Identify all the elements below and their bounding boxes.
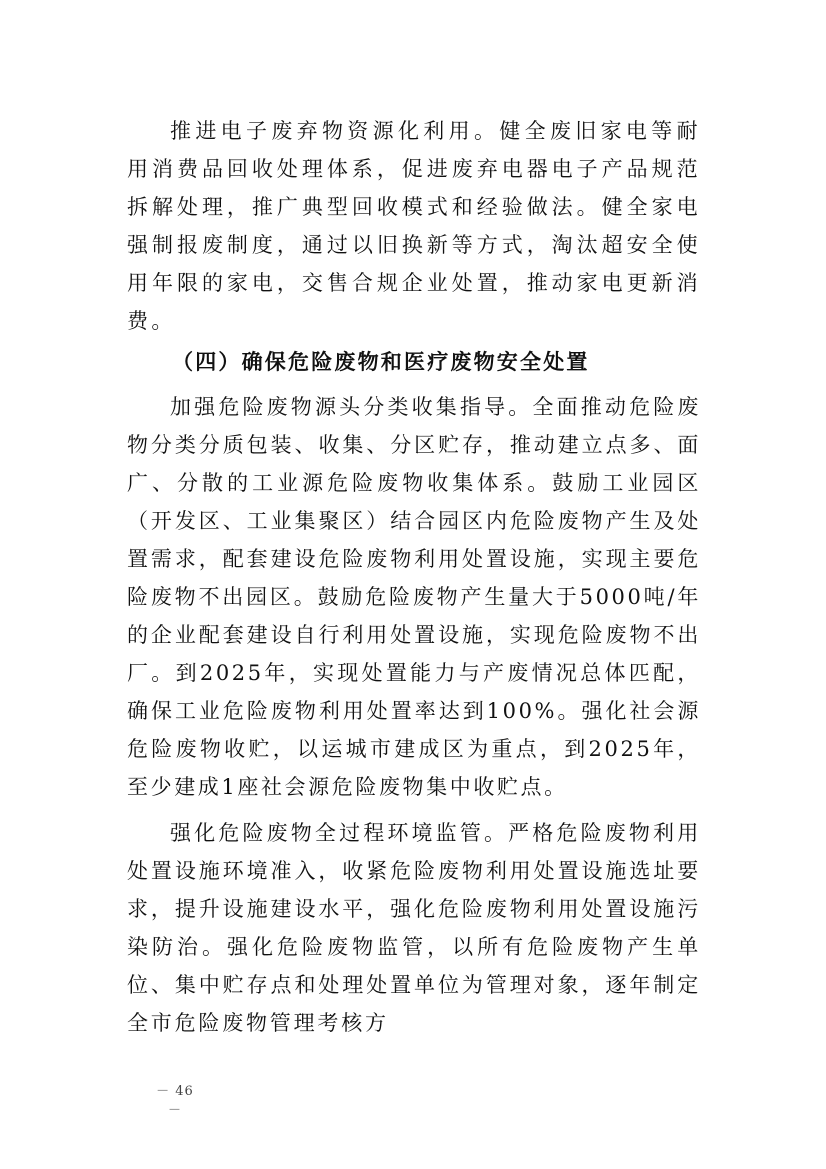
- paragraph-hazardous-waste-collection: 加强危险废物源头分类收集指导。全面推动危险废物分类分质包装、收集、分区贮存，推动建立点多、面广、分散的工业源危险废物收集体系。鼓励工业园区（开发区、工业集聚区）结合园区内危险废物产生及处置需求，配套建设危险废物利用处置设施，实现主要危险废物不出园区。鼓励危险废物产生量大于5000吨/年的企业配套建设自行利用处置设施，实现危险废物不出厂。到2025年，实现处置能力与产废情况总体匹配，确保工业危险废物利用处置率达到100%。强化社会源危险废物收贮，以运城市建成区为重点，到2025年，至少建成1座社会源危险废物集中收贮点。: [127, 395, 701, 799]
- section-heading: （四）确保危险废物和医疗废物安全处置: [172, 349, 590, 374]
- paragraph-e-waste-recycling: 推进电子废弃物资源化利用。健全废旧家电等耐用消费品回收处理体系，促进废弃电器电子产品规范拆解处理，推广典型回收模式和经验做法。健全家电强制报废制度，通过以旧换新等方式，淘汰超安全使用年限的家电，交售合规企业处置，推动家电更新消费。: [127, 119, 701, 333]
- paragraph-hazardous-waste-supervision: 强化危险废物全过程环境监管。严格危险废物利用处置设施环境准入，收紧危险废物利用处置设施选址要求，提升设施建设水平，强化危险废物利用处置设施污染防治。强化危险废物监管，以所有危险废物产生单位、集中贮存点和处理处置单位为管理对象，逐年制定全市危险废物管理考核方: [127, 821, 701, 1035]
- document-body: [127, 112, 701, 1042]
- page-number: － 46 －: [156, 1084, 194, 1118]
